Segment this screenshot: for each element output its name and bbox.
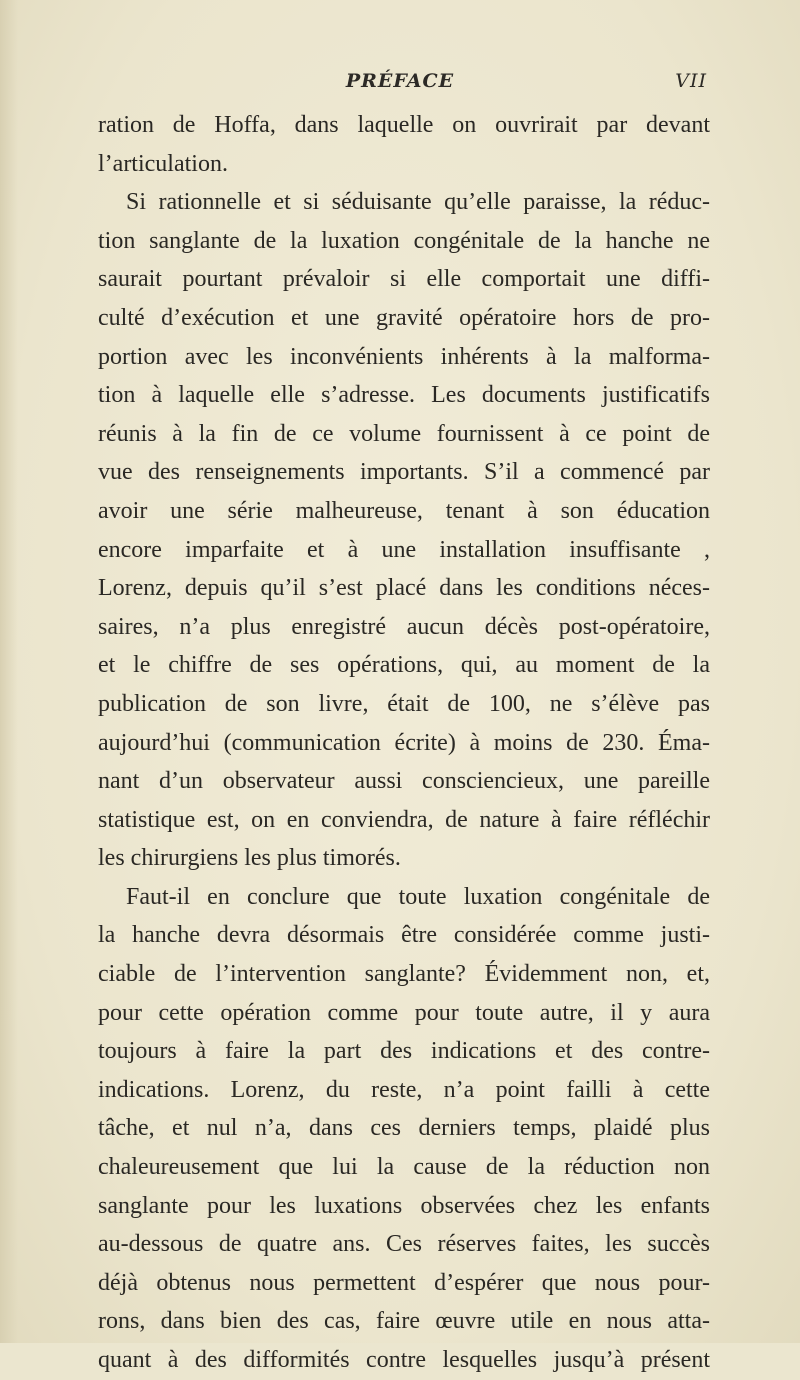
text-line: réunis à la fin de ce volume fournissent à ce point de <box>98 420 710 447</box>
text-line: avoir une série malheureuse, tenant à son éducation <box>98 497 710 524</box>
text-line: ration de Hoffa, dans laquelle on ouvrirait par devant <box>98 112 710 138</box>
text-line: publication de son livre, était de 100, ne s’élève pas <box>98 690 710 717</box>
text-line: indications. Lorenz, du reste, n’a point failli à cette <box>98 1076 710 1103</box>
text-line: déjà obtenus nous permettent d’espérer que nous pour- <box>98 1269 710 1296</box>
text-line: rons, dans bien des cas, faire œuvre utile en nous atta- <box>98 1308 710 1335</box>
text-line: tâche, et nul n’a, dans ces derniers temps, plaidé plus <box>98 1115 710 1142</box>
text-line: et le chiffre de ses opérations, qui, au moment de la <box>98 652 710 679</box>
text-line: culté d’exécution et une gravité opératoire hors de pro- <box>98 304 710 331</box>
running-header <box>0 70 800 100</box>
text-line: Faut-il en conclure que toute luxation congénitale de <box>126 883 710 910</box>
text-line: Si rationnelle et si séduisante qu’elle paraisse, la réduc- <box>126 189 710 216</box>
text-line: statistique est, on en conviendra, de nature à faire réfléchir <box>98 806 710 833</box>
header-title: PRÉFACE <box>345 70 455 92</box>
text-line: pour cette opération comme pour toute autre, il y aura <box>98 999 710 1026</box>
text-line: toujours à faire la part des indications et des contre- <box>98 1038 710 1065</box>
text-line: quant à des difformités contre lesquelles jusqu’à présent <box>98 1347 710 1373</box>
text-line: l’articulation. <box>98 150 228 177</box>
page-edge-shadow <box>0 0 18 1343</box>
text-line: encore imparfaite et à une installation insuffisante , <box>98 536 710 563</box>
text-line: au-dessous de quatre ans. Ces réserves faites, les succès <box>98 1231 710 1258</box>
text-line: Lorenz, depuis qu’il s’est placé dans les conditions néces- <box>98 575 710 602</box>
text-line: saurait pourtant prévaloir si elle comportait une diffi- <box>98 266 710 293</box>
text-line: sanglante pour les luxations observées chez les enfants <box>98 1192 710 1219</box>
text-line: la hanche devra désormais être considérée comme justi- <box>98 922 710 949</box>
text-line: vue des renseignements importants. S’il a commencé par <box>98 459 710 486</box>
text-line: aujourd’hui (communication écrite) à moins de 230. Éma- <box>98 729 710 756</box>
text-line: nant d’un observateur aussi consciencieux, une pareille <box>98 768 710 795</box>
body-text <box>98 106 710 1380</box>
page-number: VII <box>675 70 707 92</box>
text-line: les chirurgiens les plus timorés. <box>98 845 401 872</box>
text-line: ciable de l’intervention sanglante? Évidemment non, et, <box>98 961 710 988</box>
text-line: chaleureusement que lui la cause de la réduction non <box>98 1154 710 1181</box>
text-line: tion sanglante de la luxation congénitale de la hanche ne <box>98 227 710 254</box>
text-line: tion à laquelle elle s’adresse. Les documents justificatifs <box>98 382 710 409</box>
text-line: portion avec les inconvénients inhérents à la malforma- <box>98 343 710 370</box>
text-line: saires, n’a plus enregistré aucun décès post-opératoire, <box>98 613 710 640</box>
